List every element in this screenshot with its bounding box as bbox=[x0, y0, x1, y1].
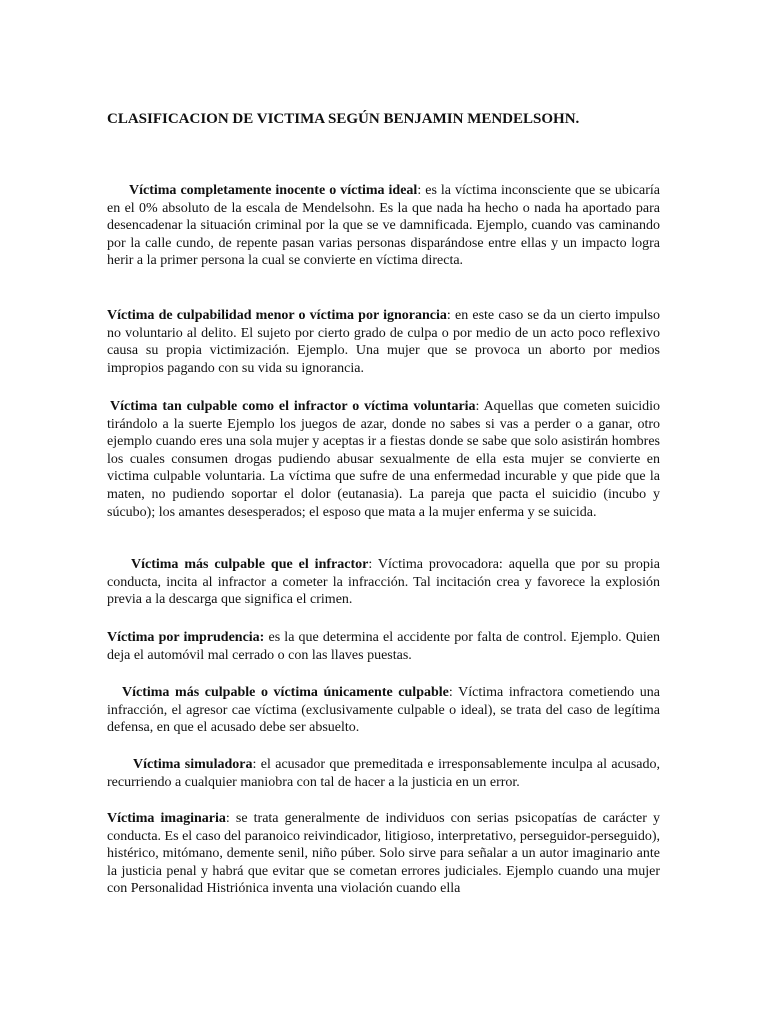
paragraph-text: : Víctima infractora cometiendo una infracción, el agresor cae víctima (exclusivamente culpable o ideal), se trata del caso de legítima defensa, en que el acusado debe ser absuelto. bbox=[107, 685, 661, 736]
paragraph-victima-culpable bbox=[107, 684, 660, 737]
paragraph-text: : en este caso se da un cierto impulso no voluntario al delito. El sujeto por cierto grado de culpa o por medio de un acto poco reflexivo causa su propia victimización. Ejemplo. Una mujer que se provoca un aborto por medios impropios pagando con su vida su ignorancia. bbox=[107, 308, 660, 376]
paragraph-heading: Víctima por imprudencia: bbox=[107, 630, 265, 645]
paragraph-heading: Víctima de culpabilidad menor o víctima por ignorancia bbox=[107, 308, 447, 323]
paragraph-heading: Víctima completamente inocente o víctima ideal bbox=[129, 183, 418, 198]
paragraph-victima-simuladora bbox=[107, 756, 660, 791]
paragraph-victima-provocadora bbox=[107, 556, 660, 609]
paragraph-heading: Víctima imaginaria bbox=[107, 811, 226, 826]
paragraph-heading: Víctima simuladora bbox=[133, 757, 253, 772]
paragraph-heading: Víctima más culpable o víctima únicamente culpable bbox=[122, 685, 449, 700]
paragraph-victima-ignorancia bbox=[107, 307, 660, 377]
document-title: CLASIFICACION DE VICTIMA SEGÚN BENJAMIN MENDELSOHN. bbox=[107, 111, 580, 127]
paragraph-text: : se trata generalmente de individuos con serias psicopatías de carácter y conducta. Es el caso del paranoico reivindicador, litigioso, interpretativo, perseguidor-perseguido), histérico, mitómano, demente senil, niño púber. Solo sirve para señalar a un autor imaginario ante la justicia penal y habrá que evitar que se cometan errores judiciales. Ejemplo cuando una mujer con Personalidad Histriónica inventa una violación cuando ella bbox=[107, 811, 660, 897]
paragraph-text: : Aquellas que cometen suicidio tirándolo a la suerte Ejemplo los juegos de azar, donde no sabes si vas a perder o a ganar, otro ejemplo cuando eres una sola mujer y aceptas ir a fiestas donde se sabe que solo asistirán hombres los cuales consumen drogas pudiendo abusar sexualmente de ella esta mujer se convierte en victima culpable voluntaria. La víctima que sufre de una enfermedad incurable y que pide que la maten, no pudiendo soportar el dolor (eutanasia). La pareja que pacta el suicidio (incubo y súcubo); los amantes desesperados; el esposo que mata a la mujer enferma y se suicida. bbox=[107, 399, 660, 520]
paragraph-text: : el acusador que premeditada e irresponsablemente inculpa al acusado, recurriendo a cualquier maniobra con tal de hacer a la justicia en un error. bbox=[107, 757, 660, 790]
paragraph-text: : Víctima provocadora: aquella que por su propia conducta, incita al infractor a cometer la infracción. Tal incitación crea y favorece la explosión previa a la descarga que significa el crimen. bbox=[107, 557, 660, 608]
paragraph-victima-imprudencia bbox=[107, 629, 660, 664]
paragraph-text: : es la víctima inconsciente que se ubicaría en el 0% absoluto de la escala de Mendelsohn. Es la que nada ha hecho o nada ha aportado para desencadenar la situación criminal por la que se ve damnificada. Ejemplo, cuando vas caminando por la calle cundo, de repente pasan varias personas disparándose entre ellas y un impacto logra herir a la primer persona la cual se convierte en víctima directa. bbox=[107, 183, 660, 269]
paragraph-victima-voluntaria bbox=[107, 398, 660, 521]
paragraph-victima-imaginaria bbox=[107, 810, 660, 898]
paragraph-heading: Víctima más culpable que el infractor bbox=[131, 557, 369, 572]
paragraph-heading: Víctima tan culpable como el infractor o víctima voluntaria bbox=[110, 399, 476, 414]
paragraph-victima-inocente bbox=[107, 182, 660, 270]
paragraph-text: es la que determina el accidente por falta de control. Ejemplo. Quien deja el automóvil mal cerrado o con las llaves puestas. bbox=[107, 630, 660, 663]
